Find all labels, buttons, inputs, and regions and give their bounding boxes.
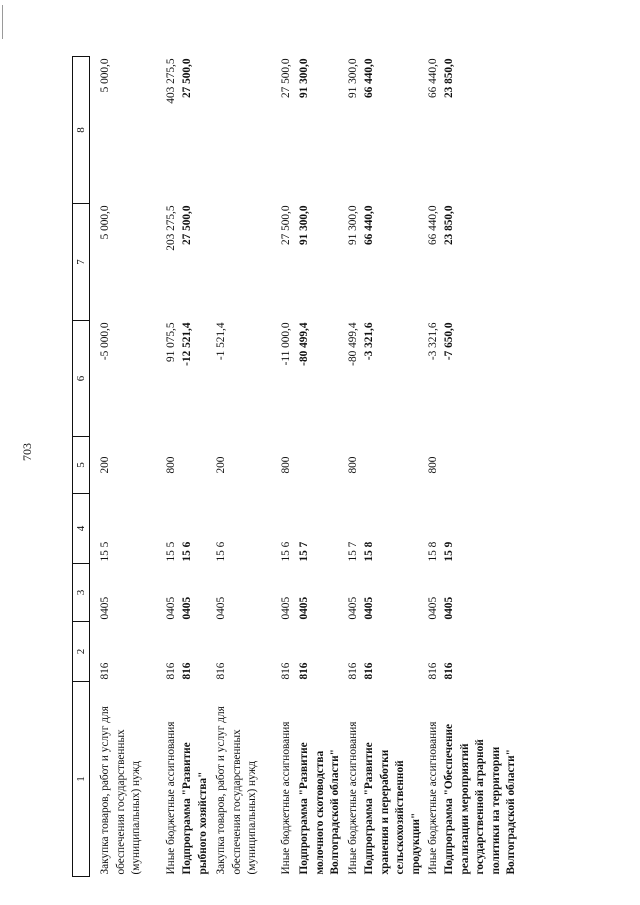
table-row: [426, 57, 442, 877]
cell-amount-col8: 5 000,0: [99, 58, 111, 93]
description-line: хранения и переработки: [378, 749, 391, 875]
table-row: [442, 57, 522, 877]
cell-admin-code: 816: [298, 662, 310, 680]
cell-amount-col8: 27 500,0: [181, 58, 193, 99]
cell-change-amount: -80 499,4: [298, 322, 310, 366]
page-number: 703: [20, 443, 34, 461]
table-row: [346, 57, 362, 877]
table-body: [98, 57, 522, 877]
cell-amount-col7: 91 300,0: [298, 205, 310, 246]
cell-amount-col7: 23 850,0: [443, 205, 455, 246]
cell-expense-type: 200: [215, 456, 227, 474]
cell-amount-col7: 203 275,5: [165, 205, 177, 251]
cell-admin-code: 816: [181, 662, 193, 680]
column-header-8: 8: [73, 57, 90, 204]
description-line: государственной аграрной: [474, 739, 486, 875]
budget-table: [72, 56, 522, 877]
cell-admin-code: 816: [165, 662, 177, 680]
cell-description: [362, 682, 426, 877]
cell-description: [297, 682, 346, 877]
cell-description: [164, 682, 180, 877]
corner-scan-mark: [2, 5, 3, 39]
cell-section-code: 0405: [298, 596, 310, 620]
cell-change-amount: -80 499,4: [347, 322, 359, 366]
cell-admin-code: 816: [443, 662, 455, 680]
cell-change-amount: -12 521,4: [181, 322, 193, 366]
cell-change-amount: -1 521,4: [215, 322, 227, 361]
table-row: [98, 57, 164, 877]
cell-change-amount: -3 321,6: [363, 322, 375, 361]
description-line: Волгоградской области": [505, 749, 517, 875]
description-line: Волгоградской области": [329, 749, 341, 875]
cell-amount-col7: 5 000,0: [99, 205, 111, 240]
cell-description: [214, 682, 279, 877]
cell-description: [426, 682, 442, 877]
cell-expense-type: 800: [347, 456, 359, 474]
cell-amount-col8: 91 300,0: [347, 58, 359, 99]
cell-target-code: 15 9: [443, 541, 455, 562]
description-line: Иные бюджетные ассигнования: [280, 721, 292, 875]
table-row: [214, 57, 279, 877]
cell-admin-code: 816: [427, 662, 439, 680]
cell-section-code: 0405: [363, 596, 375, 620]
cell-section-code: 0405: [215, 596, 227, 620]
column-header-3: 3: [73, 564, 90, 622]
cell-change-amount: -3 321,6: [427, 322, 439, 361]
cell-target-code: 15 6: [181, 541, 193, 562]
table-row: [279, 57, 297, 877]
description-line: (муниципальных) нужд: [246, 760, 258, 875]
cell-target-code: 15 7: [347, 541, 359, 562]
cell-change-amount: -7 650,0: [443, 322, 455, 361]
table-row: [362, 57, 426, 877]
cell-amount-col8: 403 275,5: [165, 58, 177, 104]
cell-section-code: 0405: [427, 596, 439, 620]
cell-section-code: 0405: [280, 596, 292, 620]
cell-amount-col7: 27 500,0: [280, 205, 292, 246]
cell-description: [346, 682, 362, 877]
cell-target-code: 15 8: [427, 541, 439, 562]
cell-expense-type: [362, 437, 426, 494]
cell-section-code: 0405: [347, 596, 359, 620]
column-header-5: 5: [73, 437, 90, 494]
cell-expense-type: 800: [280, 456, 292, 474]
description-line: рыбного хозяйства": [196, 771, 209, 875]
table-row: [180, 57, 214, 877]
cell-amount-col8: 23 850,0: [443, 58, 455, 99]
table-header: [73, 57, 99, 877]
cell-change-amount: -5 000,0: [99, 322, 111, 361]
cell-amount-col8: 66 440,0: [427, 58, 439, 99]
cell-section-code: 0405: [181, 596, 193, 620]
column-header-7: 7: [73, 204, 90, 321]
cell-target-code: 15 7: [298, 541, 310, 562]
cell-amount-col8: 66 440,0: [363, 58, 375, 99]
cell-amount-col7: 66 440,0: [363, 205, 375, 246]
cell-expense-type: 200: [99, 456, 111, 474]
description-line: Иные бюджетные ассигнования: [427, 721, 439, 875]
cell-admin-code: 816: [215, 662, 227, 680]
cell-target-code: 15 8: [363, 541, 375, 562]
cell-target-code: 15 6: [280, 541, 292, 562]
cell-description: [279, 682, 297, 877]
column-header-4: 4: [73, 494, 90, 564]
description-line: обеспечения государственных: [114, 729, 127, 875]
cell-expense-type: [442, 437, 522, 494]
cell-amount-col7: 27 500,0: [181, 205, 193, 246]
cell-amount-col8: 27 500,0: [280, 58, 292, 99]
cell-description: [98, 682, 164, 877]
description-line: Закупка товаров, работ и услуг для: [215, 706, 227, 875]
cell-target-code: 15 6: [215, 541, 227, 562]
column-header-1: 1: [73, 682, 90, 877]
description-line: Иные бюджетные ассигнования: [347, 721, 359, 875]
cell-expense-type: [180, 437, 214, 494]
header-spacer: [90, 57, 99, 877]
cell-section-code: 0405: [443, 596, 455, 620]
cell-target-code: 15 5: [99, 541, 111, 562]
cell-change-amount: -11 000,0: [280, 322, 292, 366]
cell-amount-col7: [214, 204, 279, 321]
cell-admin-code: 816: [347, 662, 359, 680]
cell-expense-type: 800: [165, 456, 177, 474]
cell-description: [442, 682, 522, 877]
cell-target-code: 15 5: [165, 541, 177, 562]
cell-description: [180, 682, 214, 877]
header-row: [73, 57, 90, 877]
cell-change-amount: 91 075,5: [165, 322, 177, 363]
table-row: [164, 57, 180, 877]
description-line: Закупка товаров, работ и услуг для: [99, 706, 111, 875]
description-line: Подпрограмма "Развитие: [181, 742, 193, 875]
description-line: обеспечения государственных: [230, 729, 243, 875]
cell-amount-col8: [214, 57, 279, 204]
cell-section-code: 0405: [99, 596, 111, 620]
description-line: Подпрограмма "Развитие: [298, 742, 310, 875]
description-line: Подпрограмма "Обеспечение: [443, 724, 455, 875]
description-line: (муниципальных) нужд: [130, 760, 142, 875]
description-line: продукции": [409, 812, 422, 875]
description-line: Иные бюджетные ассигнования: [165, 721, 177, 875]
description-line: реализации мероприятий: [458, 743, 471, 875]
cell-expense-type: 800: [427, 456, 439, 474]
cell-section-code: 0405: [165, 596, 177, 620]
table-row: [297, 57, 346, 877]
description-line: молочного скотоводства: [313, 750, 326, 875]
cell-amount-col7: 91 300,0: [347, 205, 359, 246]
cell-admin-code: 816: [99, 662, 111, 680]
cell-admin-code: 816: [363, 662, 375, 680]
column-header-6: 6: [73, 321, 90, 437]
cell-expense-type: [297, 437, 346, 494]
cell-amount-col7: 66 440,0: [427, 205, 439, 246]
cell-amount-col8: 91 300,0: [298, 58, 310, 99]
column-header-2: 2: [73, 622, 90, 682]
description-line: политики на территории: [489, 746, 502, 875]
description-line: Подпрограмма "Развитие: [363, 742, 375, 875]
description-line: сельскохозяйственной: [394, 760, 406, 875]
cell-admin-code: 816: [280, 662, 292, 680]
